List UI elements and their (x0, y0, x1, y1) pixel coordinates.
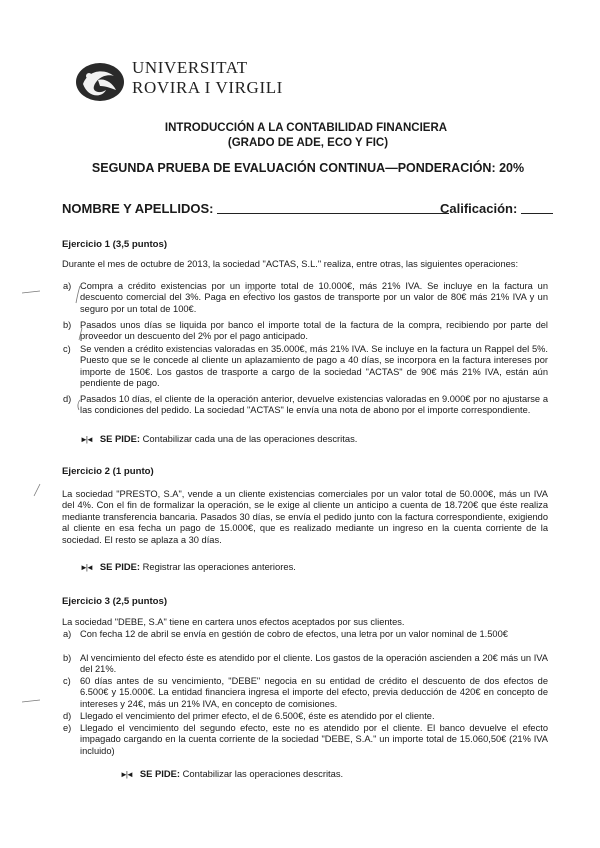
item-label: d) (63, 394, 72, 404)
item-label: d) (63, 711, 72, 721)
grade-blank-line[interactable] (521, 201, 553, 214)
item-text: Con fecha 12 de abril se envía en gestión de cobro de efectos, una letra por un valor nominal de 1.500€ (80, 629, 508, 639)
exercise-1-requirement (80, 433, 357, 444)
exercise-3-item-a (63, 629, 548, 640)
item-text: 60 días antes de su vencimiento, "DEBE" negocia en su entidad de crédito el descuento de dos efectos de 6.500€ y 15.000€. La entidad financiera ingresa el importe del efecto, previa deducción de 420€ en concepto de intereses y 24€, más un 21% IVA, en concepto de comisiones. (80, 676, 548, 709)
item-text: Pasados 10 días, el cliente de la operación anterior, devuelve existencias valoradas en 9.000€ por no ajustarse a las condiciones del pedido. La sociedad "ACTAS" le envía una nota de abono por el importe correspondiente. (80, 394, 548, 416)
item-label: a) (63, 281, 72, 291)
exercise-3-item-e (63, 723, 548, 757)
exercise-1-item-b (63, 320, 548, 343)
skip-arrow-icon: ►|◄ (80, 563, 92, 572)
exercise-3-item-b (63, 653, 548, 676)
requirement-text: Contabilizar las operaciones descritas. (182, 768, 344, 779)
requirement-text: Contabilizar cada una de las operaciones descritas. (142, 433, 358, 444)
skip-arrow-icon: ►|◄ (120, 770, 132, 779)
exercise-3-intro: La sociedad "DEBE, S.A" tiene en cartera unos efectos aceptados por sus clientes. (62, 617, 405, 627)
requirement-text: Registrar las operaciones anteriores. (142, 561, 296, 572)
course-subtitle: (GRADO DE ADE, ECO Y FIC) (227, 137, 389, 149)
item-text: Llegado el vencimiento del primer efecto, el de 6.500€, éste es atendido por el cliente. (80, 711, 435, 721)
university-line-1: UNIVERSITAT (132, 58, 248, 77)
exercise-3-item-d (63, 711, 548, 722)
skip-arrow-icon: ►|◄ (80, 435, 92, 444)
name-label: NOMBRE Y APELLIDOS: (62, 201, 214, 216)
item-label: a) (63, 629, 72, 639)
name-blank-line[interactable] (217, 201, 449, 214)
item-label: c) (63, 676, 71, 686)
item-text: Al vencimiento del efecto éste es atendido por el cliente. Los gastos de la operación ascienden a 20€ más un IVA del 21%. (80, 653, 548, 675)
exercise-1-intro: Durante el mes de octubre de 2013, la sociedad "ACTAS, S.L." realiza, entre otras, las siguientes operaciones: (62, 259, 519, 269)
exercise-2-requirement (80, 561, 296, 572)
course-title: INTRODUCCIÓN A LA CONTABILIDAD FINANCIERA (164, 122, 448, 134)
item-label: b) (63, 653, 72, 663)
requirement-label: SE PIDE: (99, 561, 141, 572)
item-label: e) (63, 723, 72, 733)
exercise-2-title: Ejercicio 2 (1 punto) (62, 466, 154, 477)
requirement-label: SE PIDE: (139, 768, 181, 779)
university-name (132, 58, 283, 98)
item-text: Llegado el vencimiento del segundo efecto, este no es atendido por el cliente. El banco devuelve el efecto impagado cargando en la cuenta corriente de la sociedad "DEBE, S.A." un importe total de 15.060,50€ (21% IVA incluido) (80, 723, 548, 756)
exercise-2-text: La sociedad "PRESTO, S.A", vende a un cliente existencias comerciales por un valor total de 50.000€, más un IVA del 4%. Con el fin de formalizar la operación, se le exige al cliente un anticipo a cuenta de 18.720€ que éste realiza mediante transferencia bancaria. Pasados 30 días, se envía el pedido junto con la factura correspondiente, exigiendo al cliente en esa fecha un pago de 15.000€, que es realizado mediante un ingreso en la cuenta corriente de la sociedad. El resto se aplaza a 30 días. (62, 489, 548, 545)
item-label: c) (63, 344, 71, 354)
exercise-1-item-a (63, 281, 548, 315)
requirement-label: SE PIDE: (99, 433, 141, 444)
item-label: b) (63, 320, 72, 330)
item-text: Se venden a crédito existencias valoradas en 35.000€, más 21% IVA. Se incluye en la factura un Rappel del 5%. Puesto que se le concede al cliente un aplazamiento de pago a 40 días, se incorpora en la factura intereses por importe de 150€. Los gastos de trasporte a cargo de la sociedad "ACTAS" de 90€ más 21% IVA, están aún pendiente de pago. (80, 344, 548, 389)
exercise-3-item-c (63, 676, 548, 710)
university-line-2: ROVIRA I VIRGILI (132, 78, 283, 97)
exercise-1-item-d (63, 394, 548, 417)
grade-label: Calificación: (440, 201, 518, 216)
university-logo-icon (74, 60, 126, 104)
item-text: Pasados unos días se liquida por banco el importe total de la factura de la compra, recibiendo por parte del proveedor un descuento del 2% por el pago anticipado. (80, 320, 548, 342)
exam-title: SEGUNDA PRUEBA DE EVALUACIÓN CONTINUA—PONDERACIÓN: 20% (91, 161, 525, 175)
name-field[interactable] (62, 201, 449, 216)
grade-field[interactable] (440, 201, 553, 216)
exercise-3-requirement (120, 768, 343, 779)
item-text: Compra a crédito existencias por un importe total de 10.000€, más 21% IVA. Se incluye en la factura un descuento comercial del 3%. Paga en efectivo los gastos de transporte por un valor de 80€ más 21% IVA y un seguro por un total de 100€. (80, 281, 548, 314)
exercise-1-item-c (63, 344, 548, 390)
exercise-1-title: Ejercicio 1 (3,5 puntos) (62, 239, 168, 250)
exercise-3-title: Ejercicio 3 (2,5 puntos) (62, 596, 168, 607)
